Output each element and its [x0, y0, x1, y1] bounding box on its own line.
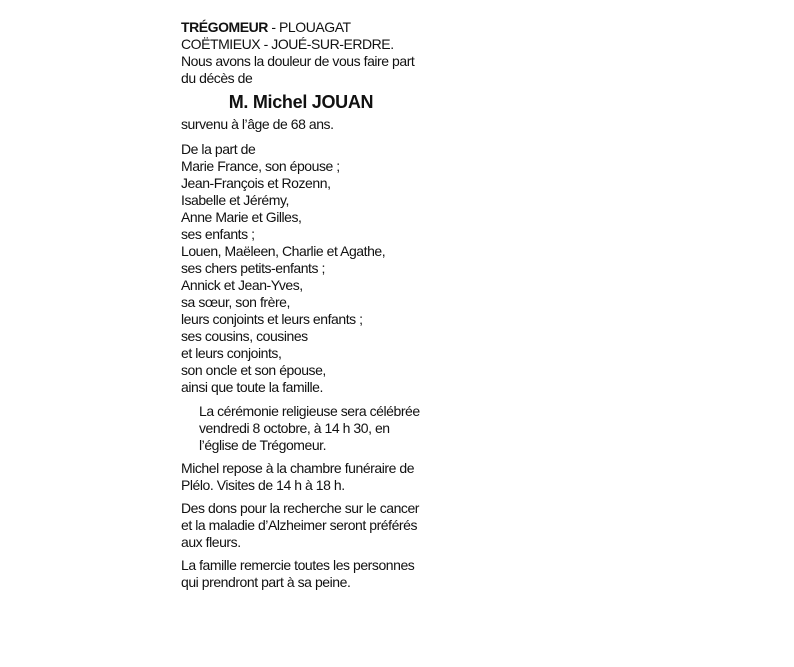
- family-line: ses enfants ;: [181, 226, 255, 242]
- family-line: son oncle et son épouse,: [181, 362, 326, 378]
- family-line: De la part de: [181, 141, 256, 157]
- repose-details: Michel repose à la chambre funéraire de Plélo. Visites de 14 h à 18 h.: [181, 460, 415, 493]
- thanks-text: La famille remercie toutes les personnes qui prendront part à sa peine.: [181, 557, 415, 590]
- family-line: sa sœur, son frère,: [181, 294, 290, 310]
- family-line: ainsi que toute la famille.: [181, 379, 323, 395]
- family-line: Jean-François et Rozenn,: [181, 175, 331, 191]
- family-list: [181, 141, 421, 396]
- deceased-name: M. Michel JOUAN: [228, 92, 374, 112]
- notice-header: [181, 19, 421, 53]
- other-places: - PLOUAGAT COËTMIEUX - JOUÉ-SUR-ERDRE.: [181, 19, 394, 52]
- age-text: survenu à l’âge de 68 ans.: [181, 116, 334, 132]
- family-line: Marie France, son épouse ;: [181, 158, 340, 174]
- ceremony-details: La cérémonie religieuse sera célébrée vendredi 8 octobre, à 14 h 30, en l’église de Trégomeur.: [199, 403, 420, 453]
- donations-text: Des dons pour la recherche sur le cancer et la maladie d’Alzheimer seront préférés aux fleurs.: [181, 500, 420, 550]
- obituary-notice: [181, 19, 421, 597]
- intro-text: Nous avons la douleur de vous faire part du décès de: [181, 53, 415, 86]
- family-line: ses chers petits-enfants ;: [181, 260, 325, 276]
- family-line: et leurs conjoints,: [181, 345, 282, 361]
- family-line: leurs conjoints et leurs enfants ;: [181, 311, 363, 327]
- family-line: Annick et Jean-Yves,: [181, 277, 303, 293]
- main-place: TRÉGOMEUR: [181, 19, 268, 35]
- family-line: Louen, Maëleen, Charlie et Agathe,: [181, 243, 386, 259]
- family-line: ses cousins, cousines: [181, 328, 308, 344]
- family-line: Anne Marie et Gilles,: [181, 209, 302, 225]
- family-line: Isabelle et Jérémy,: [181, 192, 289, 208]
